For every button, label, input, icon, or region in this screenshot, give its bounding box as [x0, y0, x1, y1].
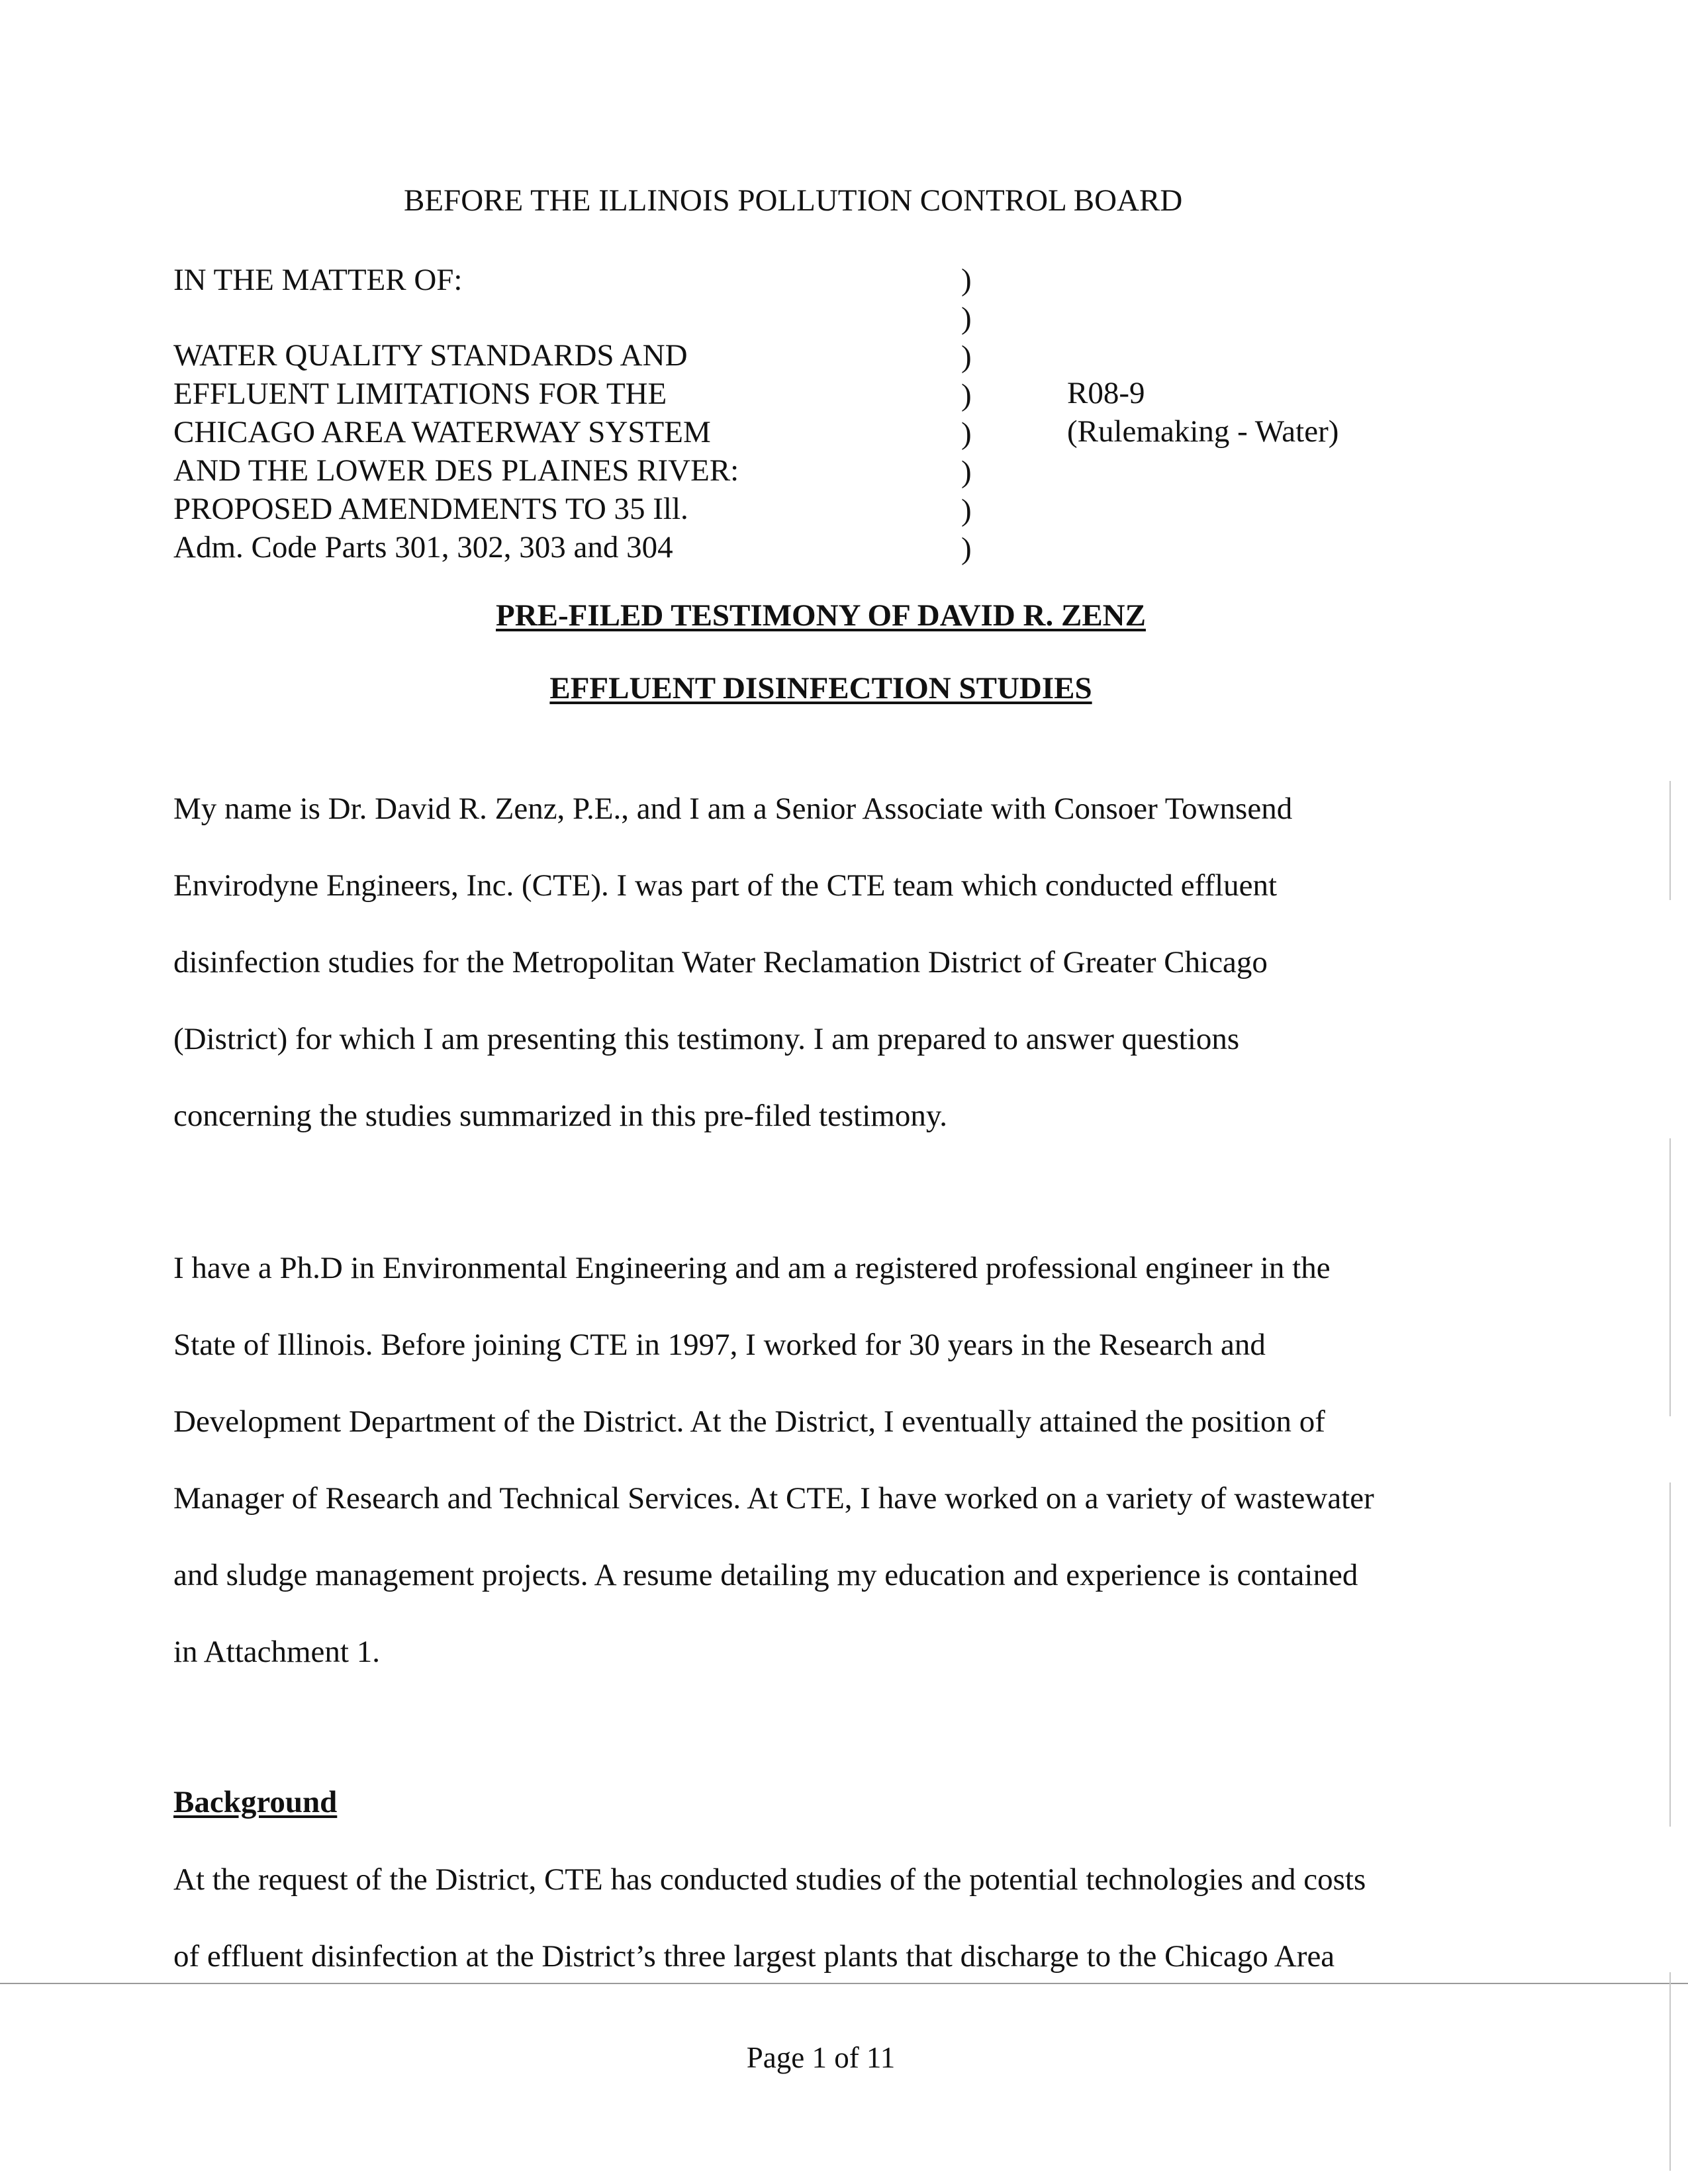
paren: ): [961, 378, 972, 412]
page-number: Page 1 of 11: [746, 2041, 896, 2074]
document-title: PRE-FILED TESTIMONY OF DAVID R. ZENZ: [496, 598, 1146, 633]
paren: ): [961, 340, 972, 374]
scan-margin-mark: [1669, 1138, 1671, 1416]
paragraph-background: [173, 1860, 1366, 2014]
text-line: I have a Ph.D in Environmental Engineering and am a registered professional engineer in the: [173, 1251, 1331, 1285]
paren: ): [961, 493, 972, 527]
docket-type: (Rulemaking - Water): [1067, 414, 1339, 449]
text-line: My name is Dr. David R. Zenz, P.E., and I am a Senior Associate with Consoer Townsend: [173, 792, 1293, 826]
paren: ): [961, 263, 972, 297]
text-line: of effluent disinfection at the District’s three largest plants that discharge to the Chicago Area: [173, 1939, 1335, 1974]
paragraph-qualifications: [173, 1249, 1374, 1709]
caption-line: EFFLUENT LIMITATIONS FOR THE: [173, 377, 667, 411]
document-subtitle: EFFLUENT DISINFECTION STUDIES: [549, 671, 1092, 705]
paren: ): [961, 301, 972, 336]
text-line: (District) for which I am presenting this testimony. I am prepared to answer questions: [173, 1022, 1240, 1056]
scan-margin-mark: [1669, 1972, 1671, 2171]
text-line: Envirodyne Engineers, Inc. (CTE). I was part of the CTE team which conducted effluent: [173, 868, 1278, 903]
text-line: State of Illinois. Before joining CTE in 1997, I worked for 30 years in the Research and: [173, 1328, 1266, 1362]
docket-number: R08-9: [1067, 376, 1145, 410]
text-line: in Attachment 1.: [173, 1635, 380, 1669]
caption-line: Adm. Code Parts 301, 302, 303 and 304: [173, 530, 673, 565]
footer-divider: [0, 1983, 1688, 1984]
text-line: and sludge management projects. A resume detailing my education and experience is contained: [173, 1558, 1358, 1592]
text-line: At the request of the District, CTE has conducted studies of the potential technologies and costs: [173, 1862, 1366, 1897]
section-heading-background: Background: [173, 1785, 338, 1819]
scan-margin-mark: [1669, 1482, 1671, 1827]
caption-line: PROPOSED AMENDMENTS TO 35 Ill.: [173, 492, 688, 526]
paren: ): [961, 416, 972, 451]
scan-margin-mark: [1669, 781, 1671, 900]
caption-title: [173, 336, 739, 567]
caption-parens: [961, 261, 972, 568]
paragraph-introduction: [173, 790, 1292, 1173]
caption-matter: IN THE MATTER OF:: [173, 263, 463, 297]
text-line: Development Department of the District. At the District, I eventually attained the position of: [173, 1404, 1325, 1439]
text-line: Manager of Research and Technical Services. At CTE, I have worked on a variety of wastewater: [173, 1481, 1374, 1516]
text-line: disinfection studies for the Metropolitan Water Reclamation District of Greater Chicago: [173, 945, 1268, 979]
text-line: concerning the studies summarized in this pre-filed testimony.: [173, 1099, 948, 1133]
court-name: BEFORE THE ILLINOIS POLLUTION CONTROL BOARD: [404, 183, 1183, 218]
caption-line: CHICAGO AREA WATERWAY SYSTEM: [173, 415, 711, 449]
docket-info: [1067, 374, 1338, 451]
caption-line: AND THE LOWER DES PLAINES RIVER:: [173, 453, 739, 488]
paren: ): [961, 531, 972, 566]
caption-line: WATER QUALITY STANDARDS AND: [173, 338, 688, 373]
paren: ): [961, 455, 972, 489]
